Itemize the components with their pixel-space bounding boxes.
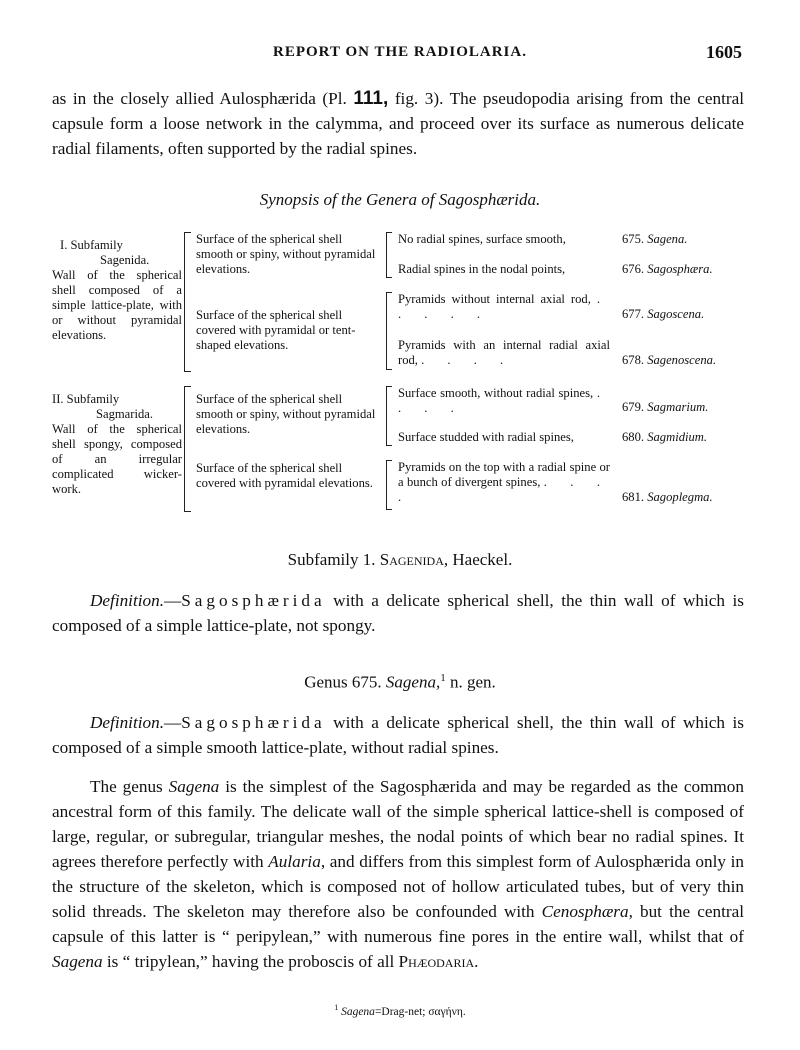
subfamily-heading-suffix: , Haeckel.: [443, 550, 513, 569]
subfamily-1-label: [52, 238, 182, 343]
genus-677: [622, 307, 772, 322]
taxon-name: Aularia: [268, 852, 321, 871]
genus-676: [622, 262, 772, 277]
footnote-reference: 1: [440, 672, 446, 684]
key-row-679-text: Surface smooth, without radial spines,: [398, 386, 594, 400]
genus-name: Sagoplegma.: [647, 490, 713, 504]
subfamily-2-head: II. Subfamily: [52, 392, 120, 406]
key-row-675: No radial spines, surface smooth,: [398, 232, 566, 246]
definition-label: Definition.: [90, 591, 164, 610]
genus-heading: [0, 672, 800, 693]
subfamily-heading-name: Sagenida: [379, 550, 444, 569]
subfamily-1-description: Wall of the spherical shell composed of a simple lattice-plate, with or without pyramidal elevations.: [52, 268, 182, 342]
genus-number: 680.: [622, 430, 645, 444]
brace-group-2b: [386, 460, 392, 510]
running-head: [0, 44, 800, 64]
body-text: .: [474, 952, 479, 971]
subfamily-1-group-a: Surface of the spherical shell smooth or spiny, without pyramidal elevations.: [196, 232, 376, 276]
key-row-677: [398, 292, 610, 322]
body-text: is the simplest of the Sagosphærida and may be regarded as the common ancestral form of this family. The delicate wall of the simple spherical lattice-shell is composed of large, regular, or subregular, triangular meshes, the nodal points of which bear no radial spines. It agrees therefore perfectly with: [52, 777, 744, 871]
definition-term: Sagosphærida: [181, 591, 326, 610]
genus-name: Sagmidium.: [647, 430, 708, 444]
subfamily-heading: [0, 550, 800, 570]
page-number: 1605: [706, 42, 742, 62]
footnote-taxon: Sagena: [341, 1005, 375, 1018]
genus-name: Sagenoscena.: [647, 353, 717, 367]
genus-name: Sagosphæra.: [647, 262, 713, 276]
key-row-679: [398, 386, 610, 416]
genus-681: [622, 490, 772, 505]
subfamily-2-label: [52, 392, 182, 497]
subfamily-1-group-b: Surface of the spherical shell covered with pyramidal or tent-shaped elevations.: [196, 308, 356, 352]
genus-heading-suffix: n. gen.: [445, 672, 496, 692]
definition-text: with a delicate spherical shell, the thin wall of which is composed of a simple smooth lattice-plate, without radial spines.: [52, 713, 744, 757]
leader-dots: . . . .: [398, 475, 610, 504]
brace-subfamily-1: [184, 232, 191, 372]
definition-genus: [52, 710, 744, 760]
genus-680: [622, 430, 772, 445]
key-row-680: Surface studded with radial spines,: [398, 430, 574, 444]
brace-group-2a: [386, 386, 392, 446]
leader-dots: . . . .: [421, 353, 514, 367]
genus-name: Sagmarium.: [647, 400, 709, 414]
intro-text: as in the closely allied Aulosphærida (Pl.: [52, 89, 354, 108]
synopsis-title: Synopsis of the Genera of Sagosphærida.: [259, 190, 541, 209]
brace-group-1b: [386, 292, 392, 370]
key-row-676: Radial spines in the nodal points,: [398, 262, 566, 276]
key-row-678-text: Pyramids with an internal radial axial rod,: [398, 338, 610, 367]
taxon-name: Cenosphæra: [541, 902, 629, 921]
genus-number: 675.: [622, 232, 645, 246]
key-row-681-text: Pyramids on the top with a radial spine or a bunch of divergent spines,: [398, 460, 610, 489]
genus-number: 679.: [622, 400, 645, 414]
key-row-677-text: Pyramids without internal axial rod,: [398, 292, 591, 306]
genus-679: [622, 400, 772, 415]
subfamily-2-group-a: Surface of the spherical shell smooth or spiny, without pyramidal elevations.: [196, 392, 376, 436]
running-title: REPORT ON THE RADIOLARIA.: [273, 44, 527, 60]
definition-dash: —: [164, 591, 182, 610]
subfamily-1-name: Sagenida.: [100, 253, 150, 267]
body-paragraph: [52, 774, 744, 974]
subfamily-1-head: I. Subfamily: [60, 238, 123, 252]
leader-dots: . . . . .: [398, 292, 610, 321]
genus-678: [622, 353, 772, 368]
taxon-name: Phæodaria: [398, 952, 475, 971]
leader-dots: . . . .: [398, 386, 610, 415]
subfamily-2-name: Sagmarida.: [96, 407, 154, 421]
genus-675: [622, 232, 772, 247]
body-text: is “ tripylean,” having the proboscis of all: [102, 952, 399, 971]
body-text: , and differs from this simplest form of Aulosphærida only in the structure of the skeleton, which is composed not of hollow articulated tubes, but of very thin solid threads. The skeleton may therefore also be confounded with: [52, 852, 744, 921]
genus-heading-name: Sagena,: [385, 672, 441, 692]
footnote: [0, 1003, 800, 1018]
intro-text-rest: fig. 3). The pseudopodia arising from the central capsule form a loose network in the calymma, and proceed over its surface as numerous delicate radial filaments, often supported by the radial spines.: [52, 89, 745, 158]
genus-number: 681.: [622, 490, 645, 504]
definition-term: Sagosphærida: [181, 713, 326, 732]
taxon-name: Sagena: [168, 777, 220, 796]
genus-number: 676.: [622, 262, 645, 276]
definition-subfamily: [52, 588, 744, 638]
taxon-name: Sagena: [52, 952, 103, 971]
brace-group-1a: [386, 232, 392, 278]
genus-name: Sagena.: [647, 232, 688, 246]
body-text: , but the central capsule of this latter is “ peripylean,” with numerous fine pores in the entire wall, whilst that of: [52, 902, 744, 946]
footnote-text: =Drag-net; σαγήνη.: [374, 1005, 466, 1018]
subfamily-2-description: Wall of the spherical shell spongy, composed of an irregular complicated wicker-work.: [52, 422, 182, 496]
subfamily-heading-prefix: Subfamily 1.: [287, 550, 380, 569]
definition-dash: —: [164, 713, 182, 732]
genus-number: 678.: [622, 353, 645, 367]
genus-number: 677.: [622, 307, 645, 321]
definition-label: Definition.: [90, 713, 164, 732]
plate-number: 111,: [353, 88, 389, 109]
key-row-681: [398, 460, 610, 505]
footnote-mark: 1: [334, 1003, 339, 1012]
subfamily-2-group-b: Surface of the spherical shell covered with pyramidal elevations.: [196, 461, 373, 490]
key-row-678: [398, 338, 610, 368]
genus-name: Sagoscena.: [647, 307, 705, 321]
intro-paragraph: [52, 86, 744, 161]
body-text: The genus: [90, 777, 169, 796]
brace-subfamily-2: [184, 386, 191, 512]
definition-text: with a delicate spherical shell, the thin wall of which is composed of a simple lattice-plate, not spongy.: [52, 591, 744, 635]
genus-heading-prefix: Genus 675.: [304, 672, 386, 692]
